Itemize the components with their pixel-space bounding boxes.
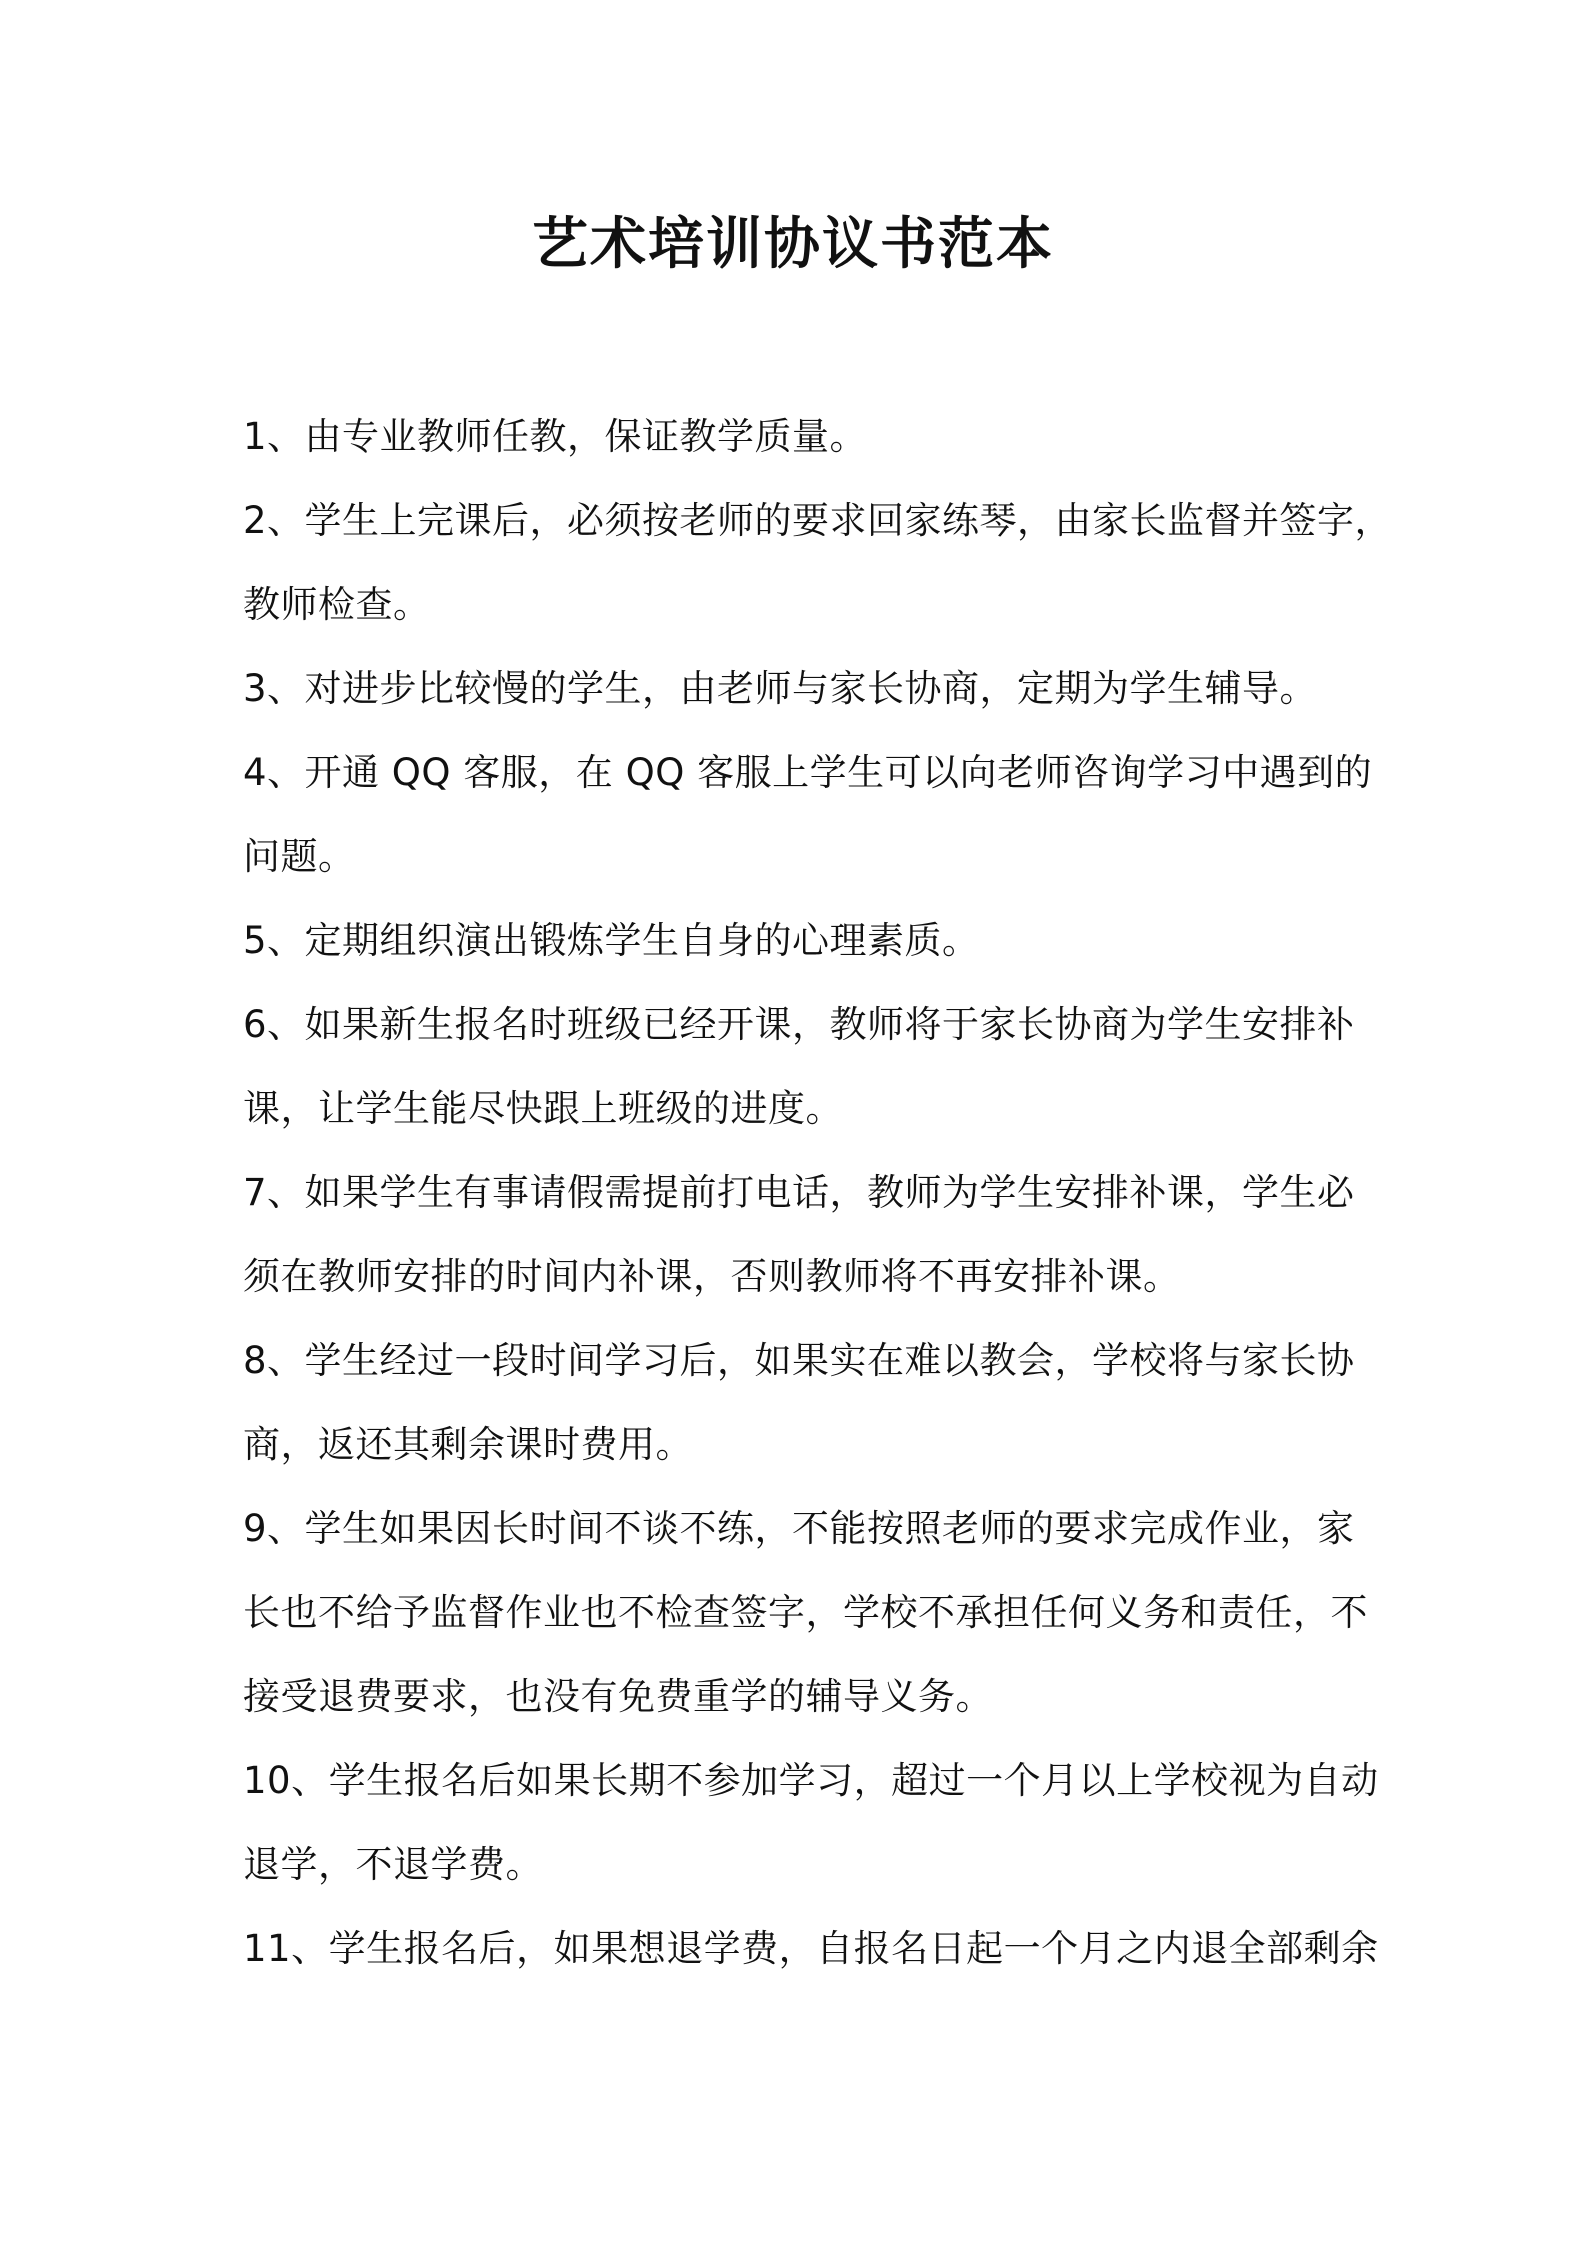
clause-10 bbox=[243, 1739, 1379, 1907]
clause-line: 2、学生上完课后，必须按老师的要求回家练琴，由家长监督并签字， bbox=[243, 499, 1393, 542]
clause-6 bbox=[243, 983, 1363, 1151]
clause-3 bbox=[243, 647, 1363, 731]
clause-4 bbox=[243, 731, 1373, 899]
clause-line: 10、学生报名后如果长期不参加学习，超过一个月以上学校视为自动 bbox=[243, 1759, 1379, 1802]
clause-9 bbox=[243, 1487, 1368, 1739]
clause-8 bbox=[243, 1319, 1363, 1487]
clause-line: 问题。 bbox=[243, 835, 356, 878]
clause-11 bbox=[243, 1907, 1379, 1991]
clause-line: 1、由专业教师任教，保证教学质量。 bbox=[243, 415, 868, 458]
clause-line: 教师检查。 bbox=[243, 583, 431, 626]
clause-line: 3、对进步比较慢的学生，由老师与家长协商，定期为学生辅导。 bbox=[243, 667, 1318, 710]
clause-7 bbox=[243, 1151, 1363, 1319]
clause-line: 须在教师安排的时间内补课，否则教师将不再安排补课。 bbox=[243, 1255, 1181, 1298]
clause-line: 9、学生如果因长时间不谈不练，不能按照老师的要求完成作业，家 bbox=[243, 1507, 1355, 1550]
clause-1 bbox=[243, 395, 1363, 479]
clause-line: 长也不给予监督作业也不检查签字，学校不承担任何义务和责任，不 bbox=[243, 1591, 1368, 1634]
clause-line: 8、学生经过一段时间学习后，如果实在难以教会，学校将与家长协 bbox=[243, 1339, 1355, 1382]
clause-line: 商，返还其剩余课时费用。 bbox=[243, 1423, 693, 1466]
clause-line: 接受退费要求，也没有免费重学的辅导义务。 bbox=[243, 1675, 993, 1718]
clause-line: 退学，不退学费。 bbox=[243, 1843, 543, 1886]
clause-list bbox=[243, 395, 1393, 1991]
clause-line: 7、如果学生有事请假需提前打电话，教师为学生安排补课，学生必 bbox=[243, 1171, 1355, 1214]
clause-line: 4、开通 QQ 客服，在 QQ 客服上学生可以向老师咨询学习中遇到的 bbox=[243, 751, 1373, 794]
clause-line: 课，让学生能尽快跟上班级的进度。 bbox=[243, 1087, 843, 1130]
clause-5 bbox=[243, 899, 1363, 983]
clause-line: 6、如果新生报名时班级已经开课，教师将于家长协商为学生安排补 bbox=[243, 1003, 1355, 1046]
clause-line: 5、定期组织演出锻炼学生自身的心理素质。 bbox=[243, 919, 980, 962]
clause-line: 11、学生报名后，如果想退学费，自报名日起一个月之内退全部剩余 bbox=[243, 1927, 1379, 1970]
document-title: 艺术培训协议书范本 bbox=[532, 212, 1054, 277]
clause-2 bbox=[243, 479, 1393, 647]
